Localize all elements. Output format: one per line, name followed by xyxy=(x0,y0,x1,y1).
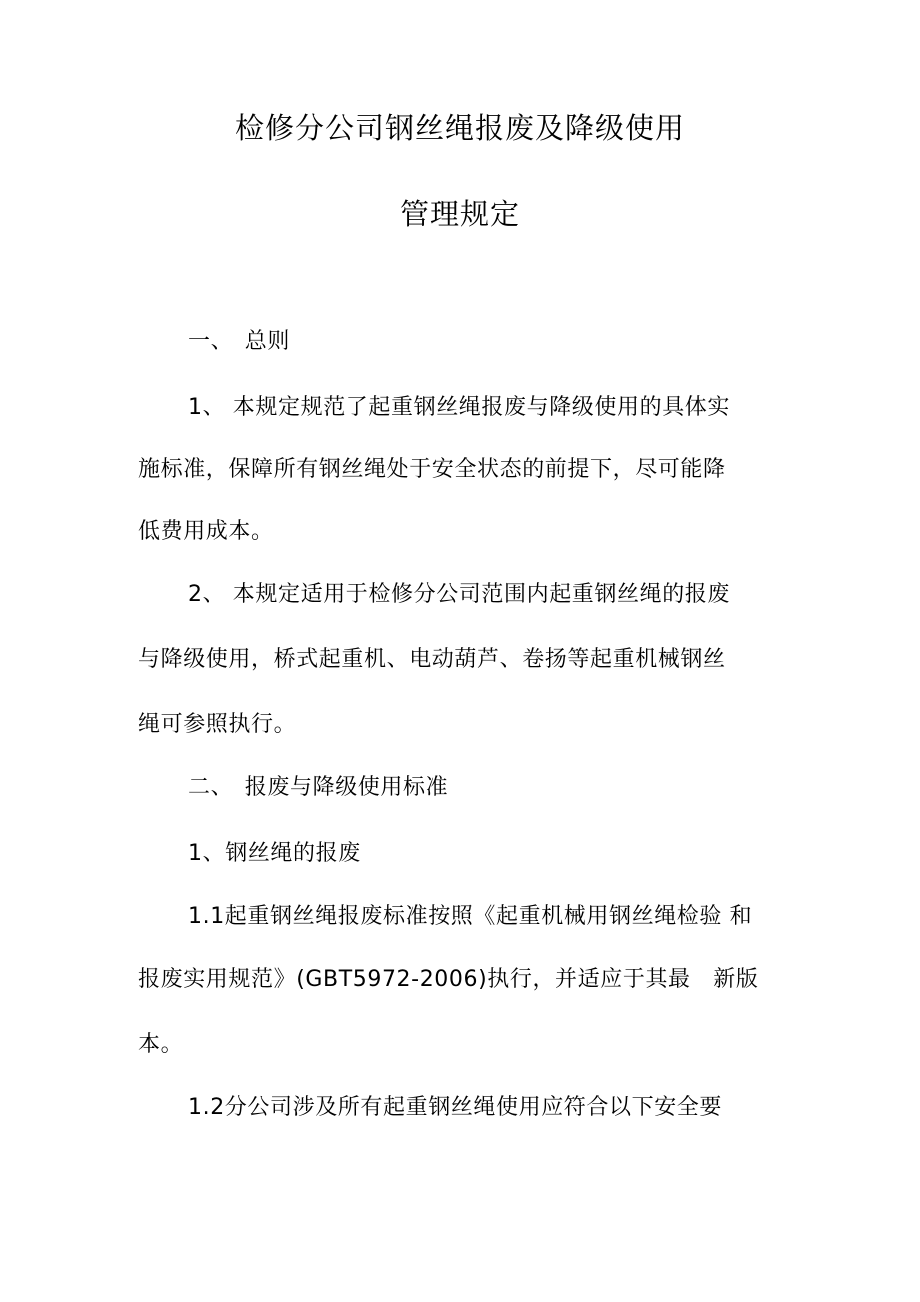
section-heading-general: 一、 总则 xyxy=(188,329,291,354)
paragraph-line: 本。 xyxy=(138,1032,184,1057)
paragraph-line: 1、 本规定规范了起重钢丝绳报废与降级使用的具体实 xyxy=(188,395,730,420)
paragraph-line: 与降级使用，桥式起重机、电动葫芦、卷扬等起重机械钢丝 xyxy=(138,647,726,672)
paragraph-line: 低费用成本。 xyxy=(138,519,274,544)
paragraph-line: 施标准，保障所有钢丝绳处于安全状态的前提下，尽可能降 xyxy=(138,457,726,482)
section-heading-standards: 二、 报废与降级使用标准 xyxy=(188,775,449,800)
paragraph-line: 1.1起重钢丝绳报废标准按照《起重机械用钢丝绳检验 和 xyxy=(188,904,753,929)
paragraph-line: 绳可参照执行。 xyxy=(138,712,297,737)
document-title-line-1: 检修分公司钢丝绳报废及降级使用 xyxy=(234,111,685,145)
subsection-heading: 1、钢丝绳的报废 xyxy=(188,841,361,866)
paragraph-line: 1.2分公司涉及所有起重钢丝绳使用应符合以下安全要 xyxy=(188,1095,722,1120)
paragraph-line: 报废实用规范》(GBT5972-2006)执行，并适应于其最 新版 xyxy=(138,967,759,992)
document-title-line-2: 管理规定 xyxy=(399,197,520,231)
paragraph-line: 2、 本规定适用于检修分公司范围内起重钢丝绳的报废 xyxy=(188,582,730,607)
